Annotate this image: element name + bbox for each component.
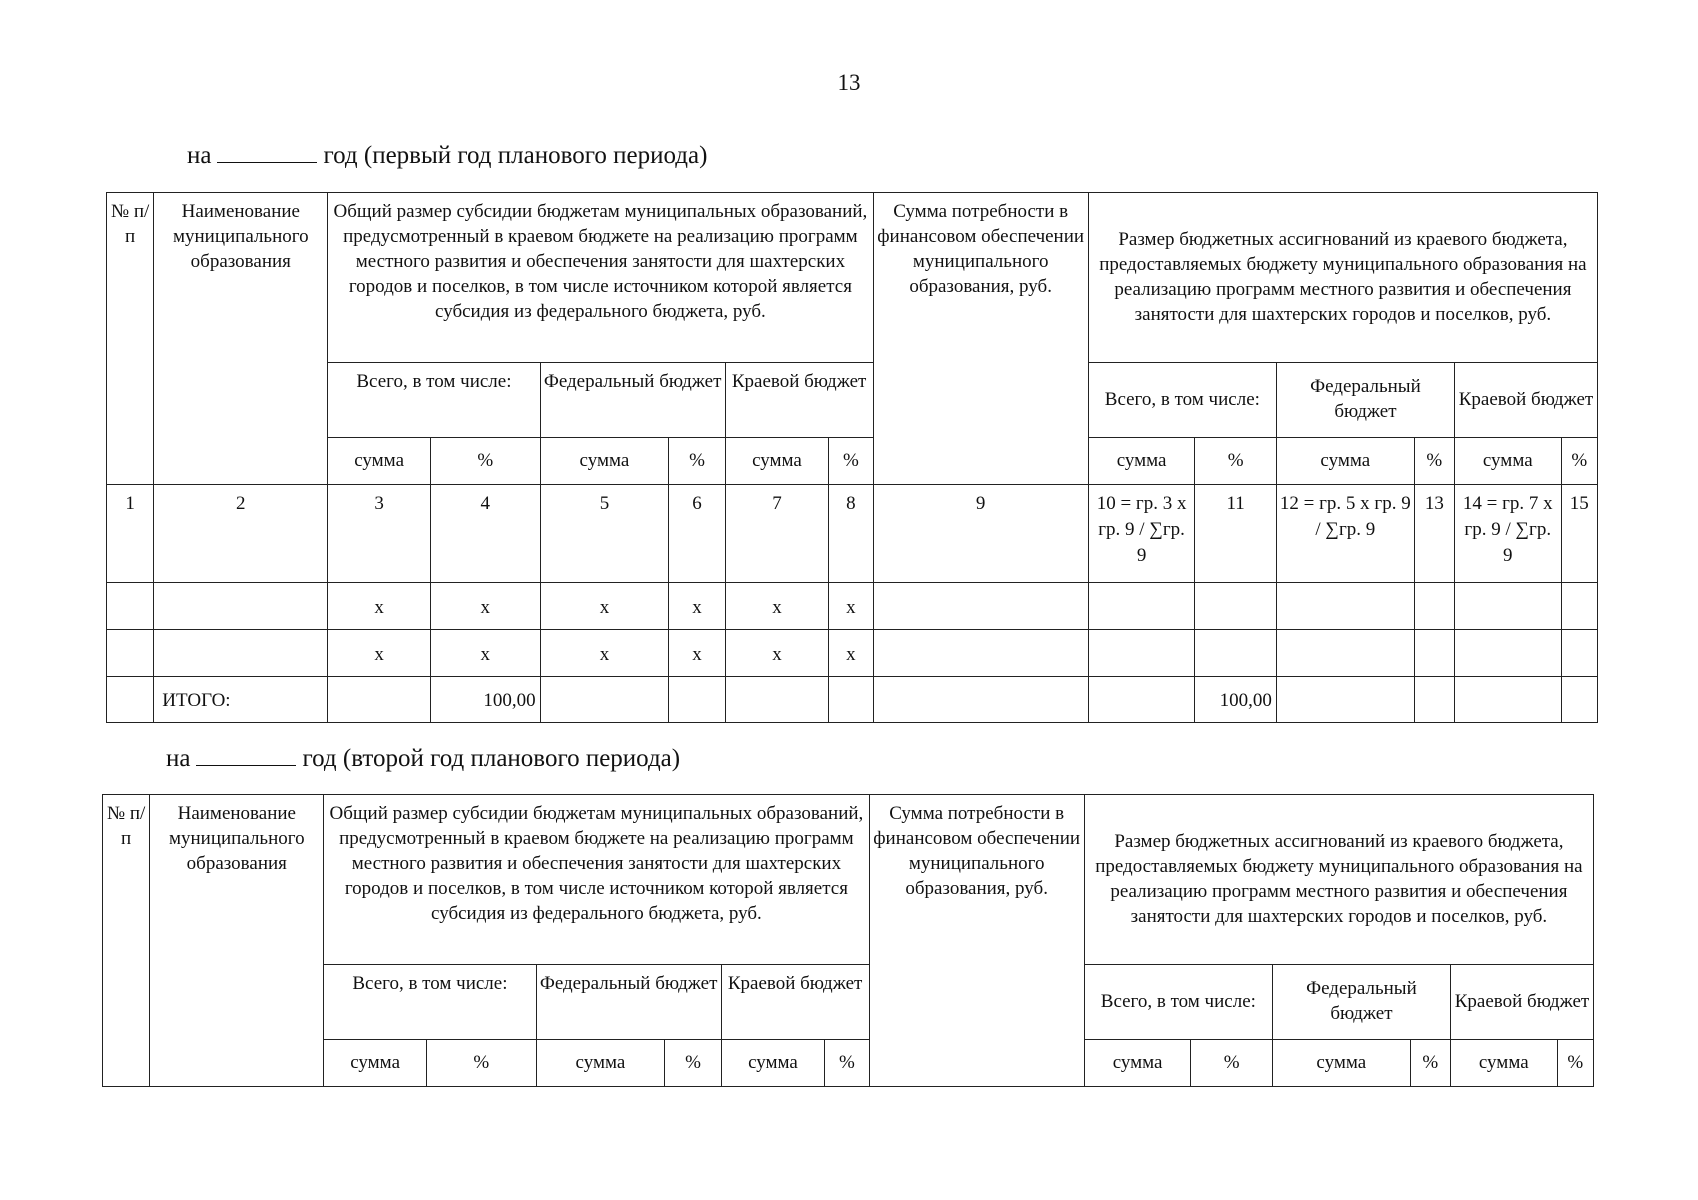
header-sum: сумма (536, 1040, 665, 1087)
x-mark: x (328, 583, 431, 630)
column-number: 15 (1561, 485, 1597, 583)
cell-empty (154, 630, 328, 677)
cell-empty (1561, 583, 1597, 630)
column-number: 1 (107, 485, 154, 583)
column-number: 11 (1195, 485, 1276, 583)
cell-empty (1414, 630, 1454, 677)
header-pct: % (1410, 1040, 1450, 1087)
column-number: 8 (829, 485, 873, 583)
cell-empty (725, 677, 829, 723)
cell-empty (540, 677, 669, 723)
header-total: Всего, в том числе: (328, 363, 540, 438)
page-number: 13 (837, 70, 861, 95)
header-pct: % (665, 1040, 721, 1087)
header-sum: сумма (324, 1040, 427, 1087)
section-title-prefix: на (187, 142, 212, 169)
header-num: № п/п (103, 795, 150, 1087)
header-sum: сумма (1454, 438, 1561, 485)
column-number: 9 (873, 485, 1088, 583)
header-name: Наименование муниципального образования (154, 193, 328, 485)
header-sum: сумма (1272, 1040, 1410, 1087)
cell-empty (1195, 630, 1276, 677)
x-mark: x (328, 630, 431, 677)
cell-empty (107, 583, 154, 630)
cell-empty (1454, 677, 1561, 723)
section-title-prefix: на (166, 745, 191, 772)
x-mark: x (669, 630, 725, 677)
total-label: ИТОГО: (154, 677, 328, 723)
header-sum: сумма (721, 1040, 825, 1087)
column-number: 3 (328, 485, 431, 583)
column-number: 5 (540, 485, 669, 583)
header-pct: % (1195, 438, 1276, 485)
cell-empty (1088, 677, 1195, 723)
cell-empty (1414, 583, 1454, 630)
header-pct: % (426, 1040, 536, 1087)
cell-empty (1561, 677, 1597, 723)
header-sum: сумма (328, 438, 431, 485)
header-pct: % (829, 438, 873, 485)
header-sum: сумма (1450, 1040, 1557, 1087)
header-need-sum: Сумма потребности в финансовом обеспечении муниципального образования, руб. (873, 193, 1088, 485)
header-pct: % (669, 438, 725, 485)
cell-empty (107, 677, 154, 723)
x-mark: x (725, 583, 829, 630)
header-federal: Федеральный бюджет (540, 363, 725, 438)
header-sum: сумма (1084, 1040, 1191, 1087)
header-regional: Краевой бюджет (721, 965, 869, 1040)
budget-table-first-year (106, 192, 1598, 723)
cell-empty (1454, 630, 1561, 677)
header-total: Всего, в том числе: (1088, 363, 1276, 438)
header-sum: сумма (725, 438, 829, 485)
cell-empty (829, 677, 873, 723)
column-number: 13 (1414, 485, 1454, 583)
cell-empty (1088, 630, 1195, 677)
x-mark: x (540, 630, 669, 677)
cell-empty (1276, 630, 1414, 677)
column-number-formula: 10 = гр. 3 x гр. 9 / ∑гр. 9 (1088, 485, 1195, 583)
header-allocation: Размер бюджетных ассигнований из краевого бюджета, предоставляемых бюджету муниципального образования на реализацию программ местного развития и обеспечения занятости для шахтерских городов и поселков, руб. (1084, 795, 1593, 965)
header-general-subsidy: Общий размер субсидии бюджетам муниципальных образований, предусмотренный в краевом бюджете на реализацию программ местного развития и обеспечения занятости для шахтерских городов и поселков, в том числе источником которой является субсидия из федерального бюджета, руб. (328, 193, 873, 363)
x-mark: x (669, 583, 725, 630)
header-name: Наименование муниципального образования (150, 795, 324, 1087)
header-need-sum: Сумма потребности в финансовом обеспечении муниципального образования, руб. (869, 795, 1084, 1087)
header-sum: сумма (1088, 438, 1195, 485)
header-pct: % (1191, 1040, 1272, 1087)
cell-empty (107, 630, 154, 677)
header-pct: % (1561, 438, 1597, 485)
cell-empty (873, 677, 1088, 723)
cell-empty (873, 630, 1088, 677)
column-number: 7 (725, 485, 829, 583)
header-federal: Федеральный бюджет (536, 965, 721, 1040)
x-mark: x (829, 630, 873, 677)
cell-empty (1195, 583, 1276, 630)
header-num: № п/п (107, 193, 154, 485)
column-number: 6 (669, 485, 725, 583)
cell-empty (1088, 583, 1195, 630)
cell-empty (1561, 630, 1597, 677)
cell-empty (1276, 677, 1414, 723)
header-federal: Федеральный бюджет (1272, 965, 1450, 1040)
header-total: Всего, в том числе: (1084, 965, 1272, 1040)
cell-empty (873, 583, 1088, 630)
table-row (107, 630, 1598, 677)
total-row (107, 677, 1598, 723)
cell-empty (1454, 583, 1561, 630)
header-sum: сумма (1276, 438, 1414, 485)
header-pct: % (430, 438, 540, 485)
column-number-formula: 14 = гр. 7 x гр. 9 / ∑гр. 9 (1454, 485, 1561, 583)
section-title-2 (166, 743, 680, 773)
header-general-subsidy: Общий размер субсидии бюджетам муниципальных образований, предусмотренный в краевом бюджете на реализацию программ местного развития и обеспечения занятости для шахтерских городов и поселков, в том числе источником которой является субсидия из федерального бюджета, руб. (324, 795, 869, 965)
section-title-suffix: год (второй год планового периода) (302, 745, 681, 772)
x-mark: x (430, 630, 540, 677)
year-blank (217, 140, 317, 163)
cell-empty (1414, 677, 1454, 723)
header-total: Всего, в том числе: (324, 965, 536, 1040)
header-federal: Федеральный бюджет (1276, 363, 1454, 438)
cell-empty (154, 583, 328, 630)
header-regional: Краевой бюджет (1450, 965, 1593, 1040)
header-sum: сумма (540, 438, 669, 485)
x-mark: x (725, 630, 829, 677)
budget-table-second-year (102, 794, 1594, 1087)
table-row (107, 583, 1598, 630)
header-regional: Краевой бюджет (1454, 363, 1597, 438)
column-number: 2 (154, 485, 328, 583)
total-pct-alloc: 100,00 (1195, 677, 1276, 723)
header-allocation: Размер бюджетных ассигнований из краевого бюджета, предоставляемых бюджету муниципального образования на реализацию программ местного развития и обеспечения занятости для шахтерских городов и поселков, руб. (1088, 193, 1597, 363)
column-number-formula: 12 = гр. 5 x гр. 9 / ∑гр. 9 (1276, 485, 1414, 583)
header-pct: % (825, 1040, 869, 1087)
section-title-suffix: год (первый год планового периода) (323, 142, 708, 169)
header-pct: % (1557, 1040, 1593, 1087)
cell-empty (669, 677, 725, 723)
x-mark: x (430, 583, 540, 630)
total-pct-general: 100,00 (430, 677, 540, 723)
column-number-row (107, 485, 1598, 583)
section-title-1 (187, 140, 707, 170)
column-number: 4 (430, 485, 540, 583)
header-regional: Краевой бюджет (725, 363, 873, 438)
cell-empty (1276, 583, 1414, 630)
x-mark: x (829, 583, 873, 630)
cell-empty (328, 677, 431, 723)
year-blank (196, 743, 296, 766)
x-mark: x (540, 583, 669, 630)
header-pct: % (1414, 438, 1454, 485)
